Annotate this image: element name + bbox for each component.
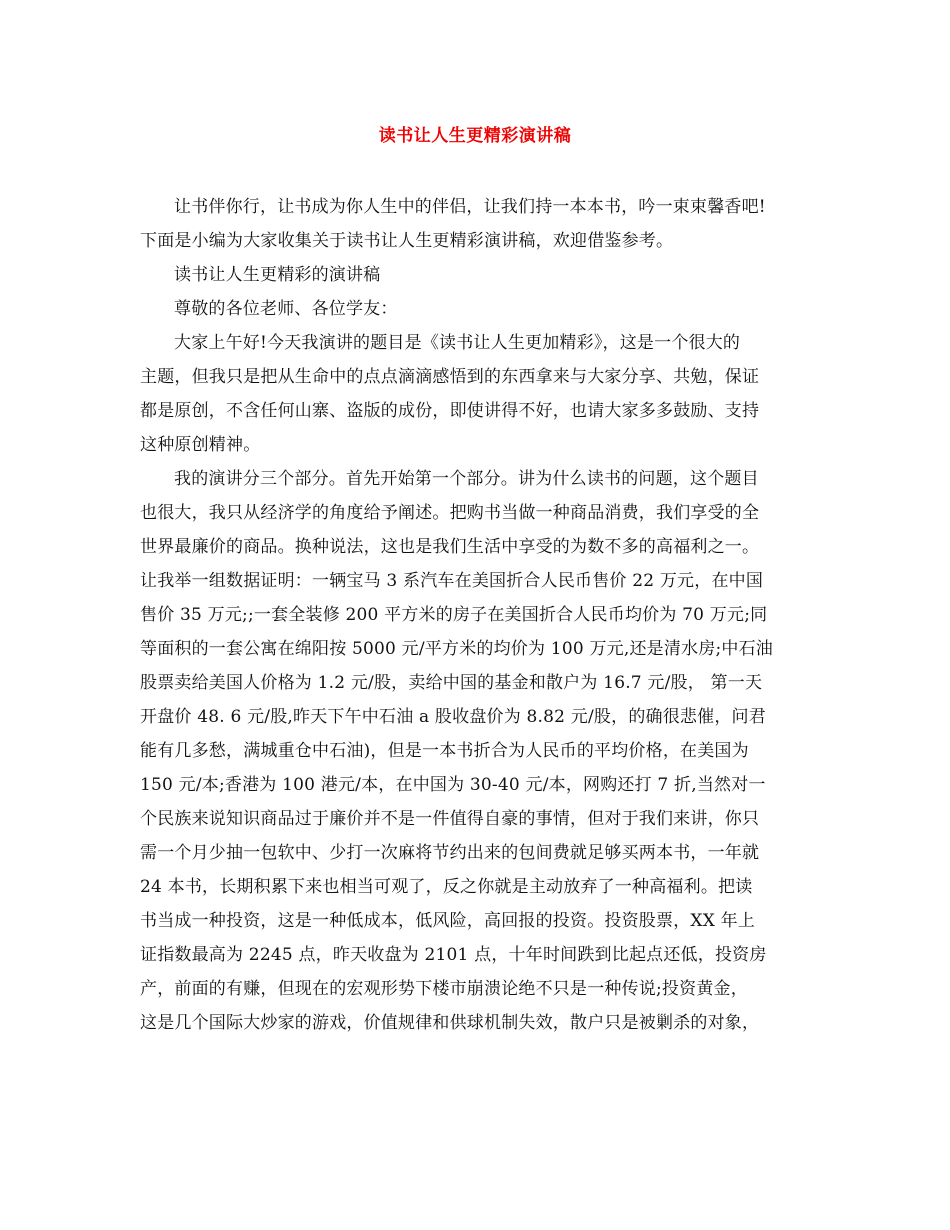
paragraph-line: 需一个月少抽一包软中、少打一次麻将节约出来的包间费就足够买两本书，一年就: [140, 843, 760, 863]
paragraph-line: 证指数最高为 2245 点，昨天收盘为 2101 点，十年时间跌到比起点还低，投资房: [140, 945, 767, 965]
paragraph-line: 让书伴你行，让书成为你人生中的伴侣，让我们持一本本书，吟一束束馨香吧!: [174, 197, 766, 217]
paragraph-line: 下面是小编为大家收集关于读书让人生更精彩演讲稿，欢迎借鉴参考。: [140, 231, 674, 251]
paragraph-line: 产，前面的有赚，但现在的宏观形势下楼市崩溃论绝不只是一种传说;投资黄金，: [140, 979, 748, 999]
paragraph-line: 150 元/本;香港为 100 港元/本，在中国为 30-40 元/本，网购还打 7 折,当然对一: [140, 775, 766, 795]
paragraph-line: 这是几个国际大炒家的游戏，价值规律和供球机制失效，散户只是被剿杀的对象，: [140, 1013, 760, 1033]
paragraph-line: 都是原创，不含任何山寨、盗版的成份，即使讲得不好，也请大家多多鼓励、支持: [140, 401, 760, 421]
document-title: 读书让人生更精彩演讲稿: [378, 126, 572, 146]
paragraph-line: 世界最廉价的商品。换种说法，这也是我们生活中享受的为数不多的高福利之一。: [140, 537, 760, 557]
paragraph-line: 书当成一种投资，这是一种低成本，低风险，高回报的投资。投资股票，XX 年上: [140, 911, 756, 931]
paragraph-line: 24 本书，长期积累下来也相当可观了，反之你就是主动放弃了一种高福利。把读: [140, 877, 753, 897]
paragraph-line: 股票卖给美国人价格为 1.2 元/股，卖给中国的基金和散户为 16.7 元/股， 第一天: [140, 673, 763, 693]
paragraph-line: 我的演讲分三个部分。首先开始第一个部分。讲为什么读书的问题，这个题目: [174, 469, 759, 489]
paragraph-line: 能有几多愁，满城重仓中石油)，但是一本书折合为人民币的平均价格，在美国为: [140, 741, 749, 761]
section-heading: 读书让人生更精彩的演讲稿: [174, 265, 381, 285]
paragraph-line: 让我举一组数据证明：一辆宝马 3 系汽车在美国折合人民币售价 22 万元，在中国: [140, 571, 764, 591]
paragraph-line: 也很大，我只从经济学的角度给予阐述。把购书当做一种商品消费，我们享受的全: [140, 503, 760, 523]
paragraph-line: 售价 35 万元;;一套全装修 200 平方米的房子在美国折合人民币均价为 70 万元;同: [140, 605, 768, 625]
paragraph-line: 主题，但我只是把从生命中的点点滴滴感悟到的东西拿来与大家分享、共勉，保证: [140, 367, 760, 387]
paragraph-line: 这种原创精神。: [140, 435, 261, 455]
paragraph-line: 个民族来说知识商品过于廉价并不是一件值得自豪的事情，但对于我们来讲，你只: [140, 809, 760, 829]
salutation: 尊敬的各位老师、各位学友：: [174, 299, 398, 319]
paragraph-line: 等面积的一套公寓在绵阳按 5000 元/平方米的均价为 100 万元,还是清水房;中石油: [140, 639, 773, 659]
paragraph-line: 开盘价 48. 6 元/股,昨天下午中石油 a 股收盘价为 8.82 元/股，的确很悲催，问君: [140, 707, 766, 727]
paragraph-line: 大家上午好!今天我演讲的题目是《读书让人生更加精彩》，这是一个很大的: [174, 333, 741, 353]
